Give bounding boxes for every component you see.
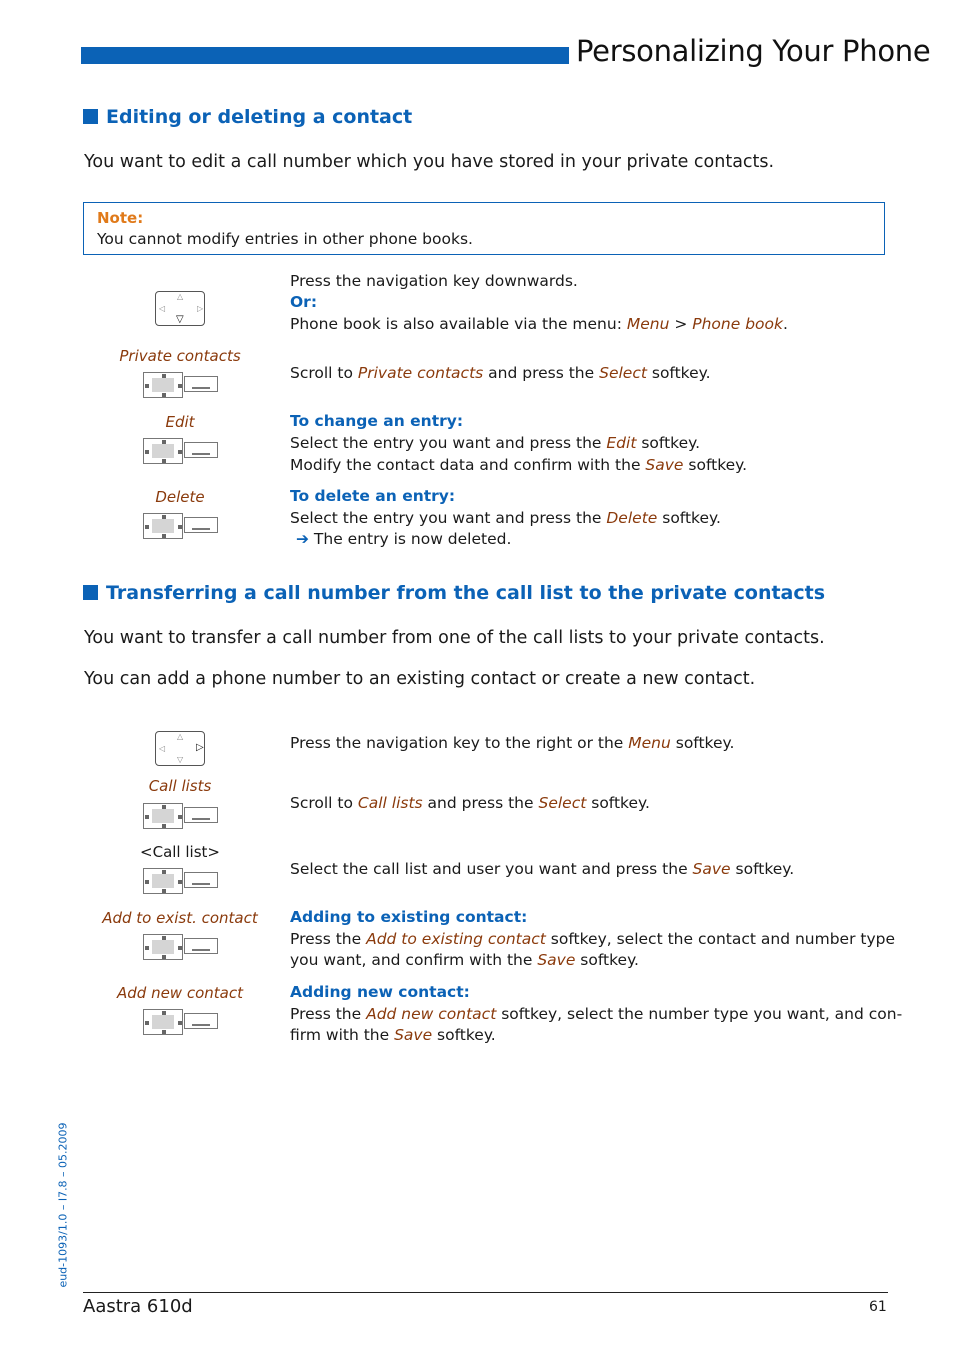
note-box <box>83 202 885 255</box>
navigation-pad-icon <box>143 934 183 960</box>
step-text: Scroll to Private contacts and press the Select softkey. <box>290 364 711 382</box>
softkey-label: <Call list> <box>140 843 220 861</box>
step-text: firm with the Save softkey. <box>290 1026 496 1044</box>
step-text: Modify the contact data and confirm with the Save softkey. <box>290 456 748 474</box>
section-intro: You want to edit a call number which you have stored in your private contacts. <box>84 152 775 172</box>
section-intro: You want to transfer a call number from one of the call lists to your private contacts. <box>84 628 825 648</box>
softkey-icon <box>184 376 218 392</box>
softkey-icon <box>184 517 218 533</box>
subheading-delete-entry: To delete an entry: <box>290 487 456 505</box>
softkey-label: Add new contact <box>117 984 243 1002</box>
step-text: Phone book is also available via the menu: Menu > Phone book. <box>290 315 788 333</box>
result-arrow-icon: ➔ <box>296 530 309 548</box>
softkey-icon <box>184 1013 218 1029</box>
subheading-adding-existing: Adding to existing contact: <box>290 908 528 926</box>
navigation-key-right-icon: △ ◁ ▷ ▽ <box>155 731 205 766</box>
footer-divider <box>83 1292 888 1293</box>
section-heading-text: Editing or deleting a contact <box>106 106 413 128</box>
step-text: Select the call list and user you want and press the Save softkey. <box>290 860 795 878</box>
navigation-pad-icon <box>143 513 183 539</box>
step-text: Press the Add new contact softkey, select the number type you want, and con- <box>290 1005 903 1023</box>
step-text: Press the navigation key to the right or the Menu softkey. <box>290 734 735 752</box>
heading-square-icon <box>83 109 98 124</box>
softkey-icon <box>184 807 218 823</box>
step-text: you want, and confirm with the Save softkey. <box>290 951 639 969</box>
softkey-label: Add to exist. contact <box>102 909 258 927</box>
header-bar <box>81 47 569 64</box>
step-text: Press the Add to existing contact softkey, select the contact and number type <box>290 930 896 948</box>
section-heading-transferring <box>83 582 825 604</box>
step-text: Select the entry you want and press the Edit softkey. <box>290 434 701 452</box>
footer-product: Aastra 610d <box>83 1296 193 1317</box>
result-text: ➔ The entry is now deleted. <box>296 530 512 548</box>
section-heading-text: Transferring a call number from the call list to the private contacts <box>106 582 826 604</box>
navigation-key-down-icon: △ ◁ ▷ ▽ <box>155 291 205 326</box>
subheading-adding-new: Adding new contact: <box>290 983 470 1001</box>
section-heading-editing <box>83 106 412 128</box>
softkey-icon <box>184 938 218 954</box>
navigation-pad-icon <box>143 372 183 398</box>
step-text: Press the navigation key downwards. <box>290 272 578 290</box>
document-reference: eud-1093/1.0 – I7.8 – 05.2009 <box>56 1122 70 1288</box>
note-label: Note: <box>97 209 144 227</box>
softkey-icon <box>184 872 218 888</box>
navigation-pad-icon <box>143 438 183 464</box>
navigation-pad-icon <box>143 1009 183 1035</box>
navigation-pad-icon <box>143 868 183 894</box>
page-number: 61 <box>869 1299 887 1315</box>
or-label: Or: <box>290 293 318 311</box>
softkey-label: Edit <box>165 413 195 431</box>
softkey-label: Delete <box>155 488 205 506</box>
step-text: Scroll to Call lists and press the Select softkey. <box>290 794 650 812</box>
softkey-icon <box>184 442 218 458</box>
heading-square-icon <box>83 585 98 600</box>
subheading-change-entry: To change an entry: <box>290 412 464 430</box>
step-text: Select the entry you want and press the Delete softkey. <box>290 509 721 527</box>
page-title: Personalizing Your Phone <box>576 34 931 68</box>
softkey-label: Call lists <box>148 777 212 795</box>
note-text: You cannot modify entries in other phone books. <box>97 230 473 248</box>
section-intro: You can add a phone number to an existing contact or create a new contact. <box>84 669 756 689</box>
navigation-pad-icon <box>143 803 183 829</box>
softkey-label: Private contacts <box>119 347 241 365</box>
